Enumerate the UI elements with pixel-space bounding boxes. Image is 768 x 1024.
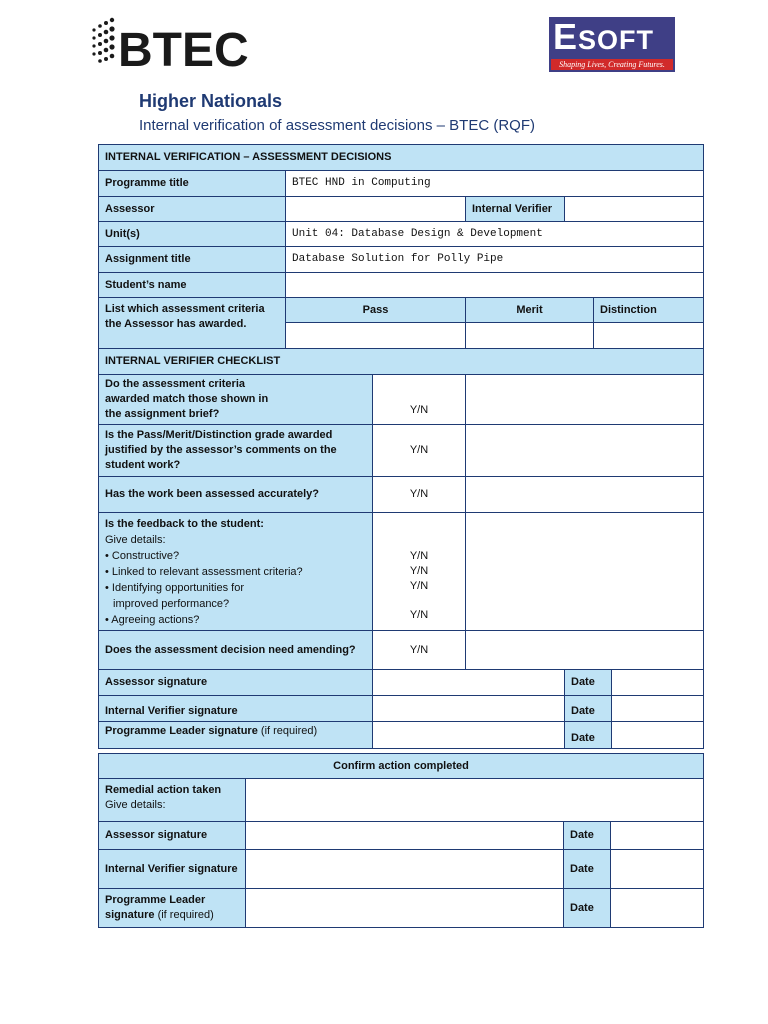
merit-header: Merit [466,298,594,323]
confirm-title: Confirm action completed [99,754,704,779]
remedial-action-field[interactable] [246,779,704,822]
programme-title-field[interactable]: BTEC HND in Computing [286,171,704,197]
q4-comment-field[interactable] [466,513,704,631]
student-name-field[interactable] [286,273,704,298]
merit-criteria-field[interactable] [466,323,594,349]
q5-comment-field[interactable] [466,631,704,670]
internal-verification-table [98,144,704,749]
checklist-q4: Is the feedback to the student: Give details: • Constructive? • Linked to relevant assessment criteria? • Identifying opportunities for improved performance? • Agreeing actions? [99,513,373,631]
checklist-q2: Is the Pass/Merit/Distinction grade awarded justified by the assessor’s comments on the student work? [99,425,373,477]
decisions-section-title: INTERNAL VERIFICATION – ASSESSMENT DECISIONS [99,145,704,171]
confirm-iv-signature-label: Internal Verifier signature [99,850,246,889]
q2-yn[interactable]: Y/N [373,425,466,477]
confirm-pl-date-label: Date [564,889,611,928]
q3-comment-field[interactable] [466,477,704,513]
internal-verifier-label: Internal Verifier [466,197,565,222]
checklist-q5: Does the assessment decision need amending? [99,631,373,670]
criteria-label: List which assessment criteria the Assessor has awarded. [99,298,286,349]
programme-title-label: Programme title [99,171,286,197]
iv-signature-label: Internal Verifier signature [99,696,373,722]
confirm-iv-signature-field[interactable] [246,850,564,889]
pl-signature-field[interactable] [373,722,565,749]
pass-header: Pass [286,298,466,323]
internal-verifier-field[interactable] [565,197,704,222]
confirm-assessor-signature-field[interactable] [246,822,564,850]
assignment-title-field[interactable]: Database Solution for Polly Pipe [286,247,704,273]
q1-yn[interactable]: Y/N [373,375,466,425]
confirm-pl-signature-field[interactable] [246,889,564,928]
q4-yn-group[interactable]: Y/N Y/N Y/N Y/N [373,513,466,631]
assessor-label: Assessor [99,197,286,222]
pass-criteria-field[interactable] [286,323,466,349]
confirm-assessor-date-field[interactable] [611,822,704,850]
q3-yn[interactable]: Y/N [373,477,466,513]
confirm-assessor-signature-label: Assessor signature [99,822,246,850]
units-field[interactable]: Unit 04: Database Design & Development [286,222,704,247]
iv-date-field[interactable] [612,696,704,722]
iv-signature-field[interactable] [373,696,565,722]
q2-comment-field[interactable] [466,425,704,477]
esoft-tagline: Shaping Lives, Creating Futures. [551,59,673,70]
esoft-logo: ESOFT Shaping Lives, Creating Futures. [549,17,675,72]
checklist-q1: Do the assessment criteria awarded match those shown in the assignment brief? [99,375,286,425]
confirm-iv-date-label: Date [564,850,611,889]
remedial-action-label: Remedial action taken Give details: [99,779,246,822]
page-subtitle: Internal verification of assessment decisions – BTEC (RQF) [139,117,535,134]
distinction-header: Distinction [594,298,704,323]
checklist-section-title: INTERNAL VERIFIER CHECKLIST [99,349,704,375]
confirm-assessor-date-label: Date [564,822,611,850]
pl-date-field[interactable] [612,722,704,749]
student-name-label: Student’s name [99,273,286,298]
distinction-criteria-field[interactable] [594,323,704,349]
q1-comment-field[interactable] [466,375,704,425]
checklist-q3: Has the work been assessed accurately? [99,477,373,513]
assignment-title-label: Assignment title [99,247,286,273]
btec-logo-text: BTEC [118,24,249,72]
confirm-iv-date-field[interactable] [611,850,704,889]
btec-logo [90,16,250,72]
units-label: Unit(s) [99,222,286,247]
assessor-field[interactable] [286,197,466,222]
pl-signature-label: Programme Leader signature (if required) [99,722,373,749]
confirm-pl-date-field[interactable] [611,889,704,928]
confirm-pl-signature-label: Programme Leader signature (if required) [99,889,246,928]
assessor-signature-label: Assessor signature [99,670,373,696]
page-title: Higher Nationals [139,91,283,111]
confirm-action-table [98,753,704,928]
assessor-signature-field[interactable] [373,670,565,696]
assessor-date-label: Date [565,670,612,696]
iv-date-label: Date [565,696,612,722]
pl-date-label: Date [565,722,612,749]
assessor-date-field[interactable] [612,670,704,696]
q5-yn[interactable]: Y/N [373,631,466,670]
